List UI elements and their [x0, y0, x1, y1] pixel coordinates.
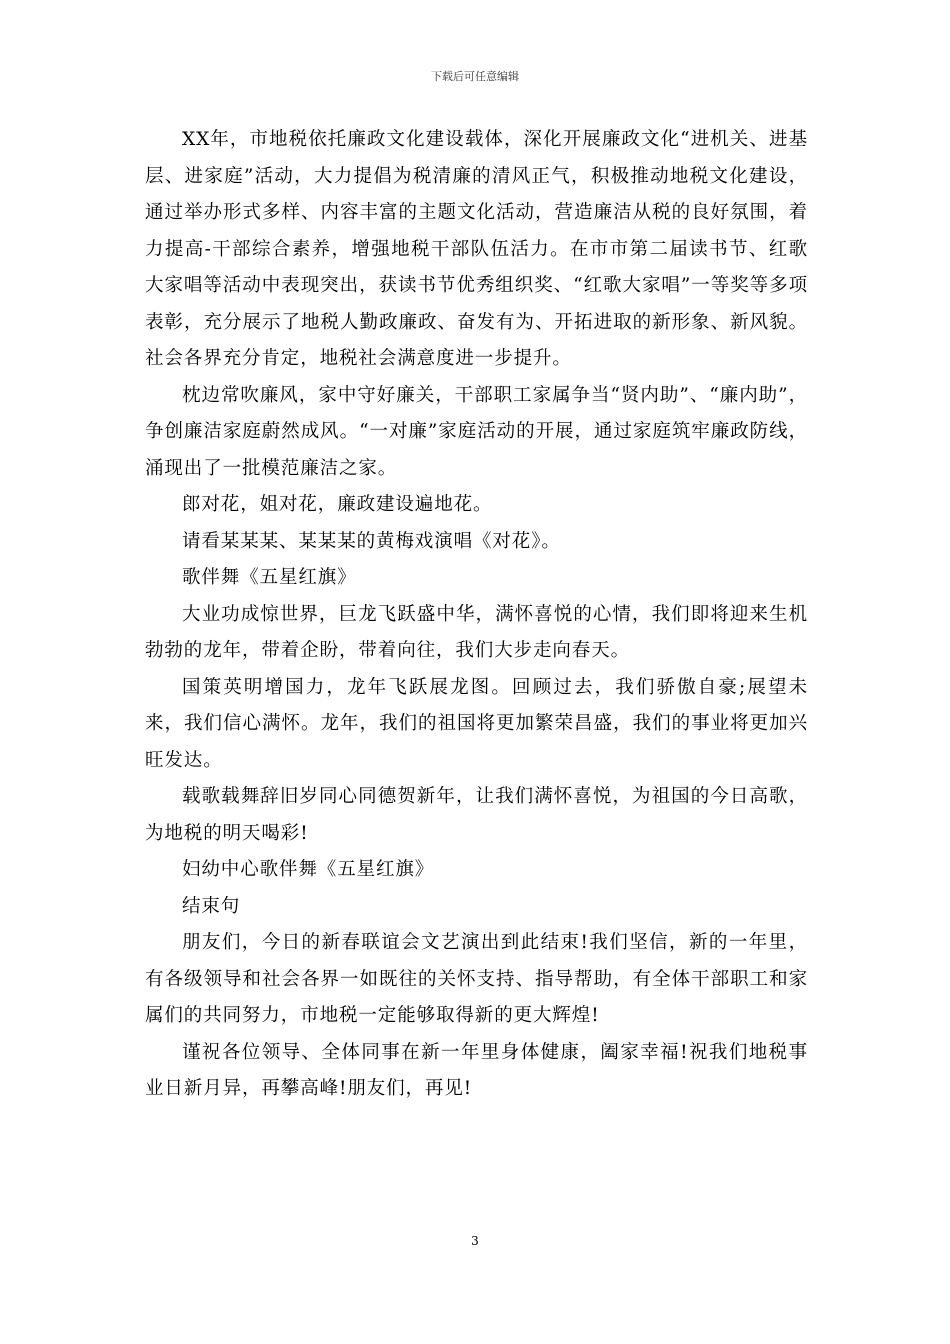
paragraph-celebration: 载歌载舞辞旧岁同心同德贺新年，让我们满怀喜悦，为祖国的今日高歌，为地税的明天喝彩! [145, 786, 808, 844]
paragraph-closing: 朋友们，今日的新春联谊会文艺演出到此结束!我们坚信，新的一年里，有各级领导和社会各界一如既往的关怀支持、指导帮助，有全体干部职工和家属们的共同努力，市地税一定能够取得新的更大辉煌! [145, 932, 808, 1026]
paragraph-couplet: 郎对花，姐对花，廉政建设遍地花。 [182, 494, 493, 515]
paragraph-intro: XX年，市地税依托廉政文化建设载体，深化开展廉政文化“进机关、进基层、进家庭”活动，大力提倡为税清廉的清风正气，积极推动地税文化建设，通过举办形式多样、内容丰富的主题文化活动，营造廉洁从税的良好氛围，着力提高-干部综合素养，增强地税干部队伍活力。在市市第二届读书节、红歌大家唱等活动中表现突出，获读书节优秀组织奖、“红歌大家唱”一等奖等多项表彰，充分展示了地税人勤政廉政、奋发有为、开拓进取的新形象、新风貌。社会各界充分肯定，地税社会满意度进一步提升。 [145, 129, 808, 369]
page-header: 下载后可任意编辑 [431, 70, 519, 83]
paragraph-dragon-year: 大业功成惊世界，巨龙飞跃盛中华，满怀喜悦的心情，我们即将迎来生机勃勃的龙年，带着企盼，带着向往，我们大步走向春天。 [145, 603, 808, 661]
paragraph-closing-heading: 结束句 [182, 895, 241, 917]
paragraph-farewell: 谨祝各位领导、全体同事在新一年里身体健康，阖家幸福!祝我们地税事业日新月异，再攀高峰!朋友们，再见! [145, 1041, 808, 1099]
paragraph-program-title-2: 妇幼中心歌伴舞《五星红旗》 [182, 859, 435, 880]
paragraph-program-title: 歌伴舞《五星红旗》 [182, 567, 357, 588]
document-body [145, 122, 808, 1108]
paragraph-performance-intro: 请看某某某、某某某的黄梅戏演唱《对花》。 [182, 530, 561, 552]
page-number: 3 [471, 1234, 479, 1248]
paragraph-national-policy: 国策英明增国力，龙年飞跃展龙图。回顾过去，我们骄傲自豪;展望未来，我们信心满怀。龙年，我们的祖国将更加繁荣昌盛，我们的事业将更加兴旺发达。 [145, 676, 808, 771]
paragraph-family: 枕边常吹廉风，家中守好廉关，干部职工家属争当“贤内助”、“廉内助”，争创廉洁家庭蔚然成风。“一对廉”家庭活动的开展，通过家庭筑牢廉政防线，涌现出了一批模范廉洁之家。 [145, 384, 808, 479]
